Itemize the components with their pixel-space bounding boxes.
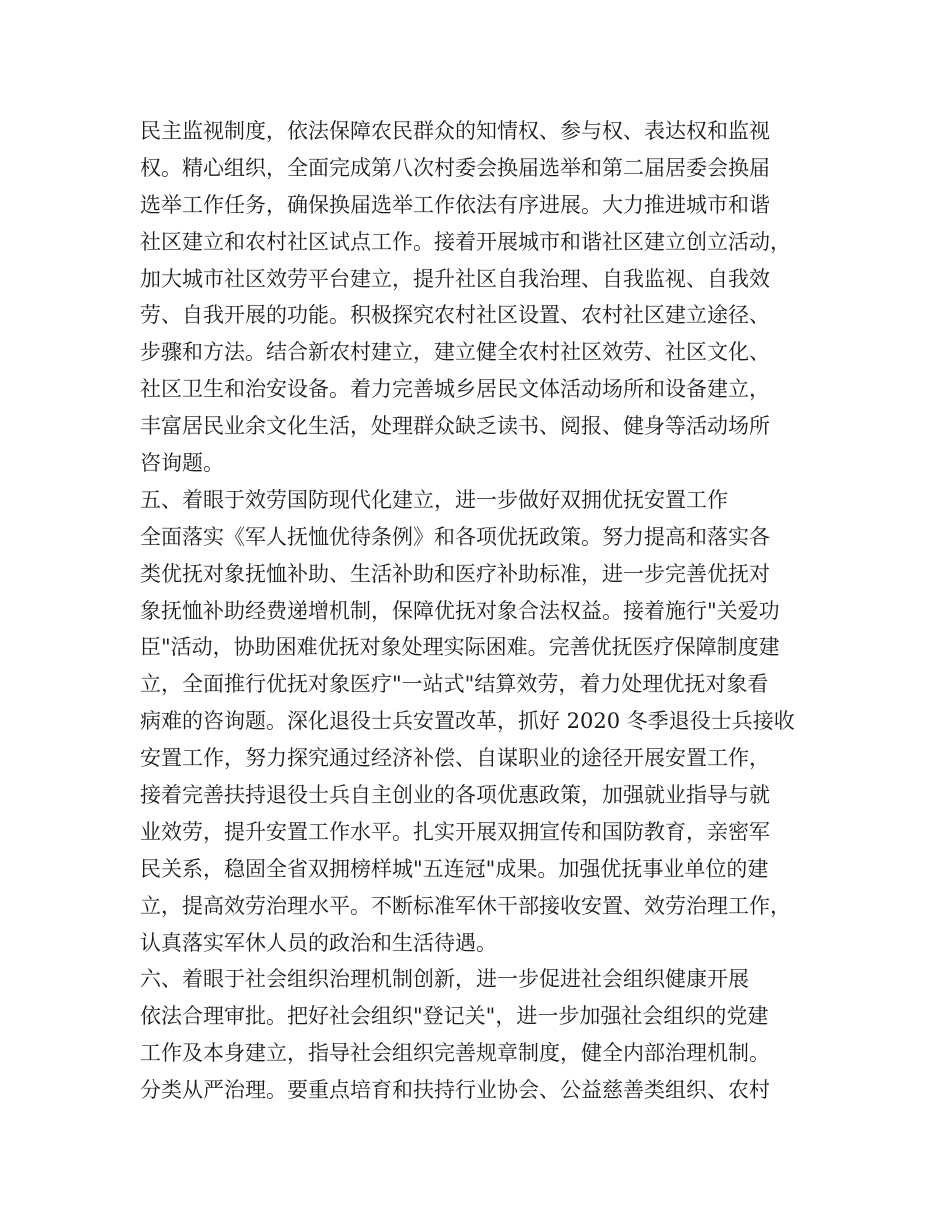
- text-line: 接着完善扶持退役士兵自主创业的各项优惠政策，加强就业指导与就: [140, 783, 770, 808]
- text-line: 劳、自我开展的功能。积极探究农村社区设置、农村社区建立途径、: [140, 303, 770, 328]
- text-line: 立，全面推行优抚对象医疗"一站式"结算效劳，着力处理优抚对象看: [140, 672, 769, 697]
- text-line: 丰富居民业余文化生活，处理群众缺乏读书、阅报、健身等活动场所: [140, 414, 770, 439]
- text-line: 象抚恤补助经费递增机制，保障优抚对象合法权益。接着施行"关爱功: [140, 598, 780, 623]
- text-line: 工作及本身建立，指导社会组织完善规章制度，健全内部治理机制。: [140, 1041, 770, 1066]
- text-line: 民关系，稳固全省双拥榜样城"五连冠"成果。加强优抚事业单位的建: [140, 856, 769, 881]
- text-line: 咨询题。: [140, 451, 224, 476]
- text-line: 业效劳，提升安置工作水平。扎实开展双拥宣传和国防教育，亲密军: [140, 819, 770, 844]
- text-line: 民主监视制度，依法保障农民群众的知情权、参与权、表达权和监视: [140, 119, 770, 143]
- text-line: 步骤和方法。结合新农村建立，建立健全农村社区效劳、社区文化、: [140, 340, 770, 365]
- text-line: 全面落实《军人抚恤优待条例》和各项优抚政策。努力提高和落实各: [140, 524, 770, 549]
- text-line: 选举工作任务，确保换届选举工作依法有序进展。大力推进城市和谐: [140, 192, 770, 217]
- text-line: 加大城市社区效劳平台建立，提升社区自我治理、自我监视、自我效: [140, 266, 770, 291]
- text-line: 病难的咨询题。深化退役士兵安置改革，抓好 2020 冬季退役士兵接收: [140, 709, 795, 734]
- text-line: 权。精心组织，全面完成第八次村委会换届选举和第二届居委会换届: [140, 155, 770, 180]
- text-line: 立，提高效劳治理水平。不断标准军休干部接收安置、效劳治理工作，: [140, 893, 791, 918]
- body-text: [140, 116, 830, 1112]
- text-line: 安置工作，努力探究通过经济补偿、自谋职业的途径开展安置工作，: [140, 746, 770, 771]
- text-line: 认真落实军休人员的政治和生活待遇。: [140, 930, 497, 955]
- text-line: 类优抚对象抚恤补助、生活补助和医疗补助标准，进一步完善优抚对: [140, 561, 770, 586]
- section-heading: 六、着眼于社会组织治理机制创新，进一步促进社会组织健康开展: [140, 967, 749, 992]
- text-line: 依法合理审批。把好社会组织"登记关"，进一步加强社会组织的党建: [140, 1004, 769, 1029]
- text-line: 臣"活动，协助困难优抚对象处理实际困难。完善优抚医疗保障制度建: [140, 635, 780, 660]
- text-line: 社区建立和农村社区试点工作。接着开展城市和谐社区建立创立活动，: [140, 229, 791, 254]
- section-heading: 五、着眼于效劳国防现代化建立，进一步做好双拥优抚安置工作: [140, 487, 728, 512]
- text-line: 分类从严治理。要重点培育和扶持行业协会、公益慈善类组织、农村: [140, 1078, 770, 1103]
- text-line: 社区卫生和治安设备。着力完善城乡居民文体活动场所和设备建立，: [140, 377, 770, 402]
